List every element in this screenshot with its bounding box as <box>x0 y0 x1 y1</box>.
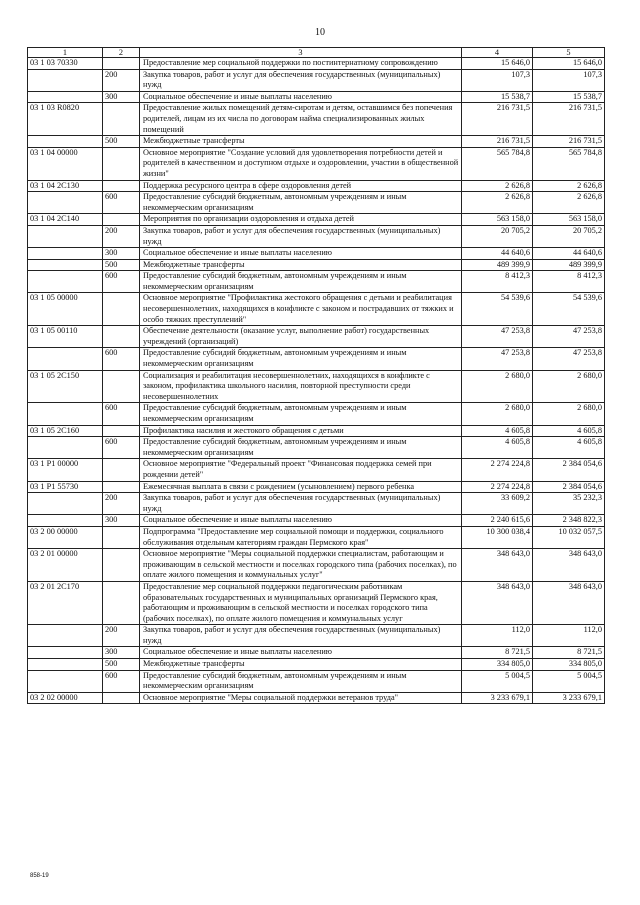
table-row <box>28 259 605 271</box>
expense-type-cell <box>103 549 140 582</box>
table-row <box>28 692 605 704</box>
budget-code-cell: 03 1 03 70330 <box>28 58 103 70</box>
budget-code-cell <box>28 403 103 425</box>
amount-cell-year-1: 15 538,7 <box>462 91 533 103</box>
table-row <box>28 659 605 671</box>
expense-type-cell: 300 <box>103 647 140 659</box>
expense-type-cell <box>103 581 140 624</box>
budget-code-cell: 03 2 02 00000 <box>28 692 103 704</box>
amount-cell-year-1: 2 240 615,6 <box>462 515 533 527</box>
amount-cell-year-1: 4 605,8 <box>462 437 533 459</box>
amount-cell-year-2: 5 004,5 <box>533 670 605 692</box>
expense-type-cell: 300 <box>103 248 140 260</box>
amount-cell-year-1: 10 300 038,4 <box>462 526 533 548</box>
budget-code-cell: 03 1 05 00110 <box>28 326 103 348</box>
description-cell: Предоставление мер социальной поддержки педагогическим работникам образовательных государственных и муниципальных организаций Пермского края, работающим и проживающим в сельской местности и поселках городского типа (рабочих поселках), по оплате жилого помещения и коммунальных услуг <box>140 581 462 624</box>
table-row <box>28 248 605 260</box>
amount-cell-year-2: 2 384 054,6 <box>533 481 605 493</box>
expense-type-cell: 200 <box>103 493 140 515</box>
amount-cell-year-2: 334 805,0 <box>533 659 605 671</box>
budget-code-cell: 03 1 05 2C150 <box>28 370 103 403</box>
table-header-row <box>28 48 605 58</box>
footer-code: 858-19 <box>30 873 49 879</box>
budget-code-cell <box>28 493 103 515</box>
table-row <box>28 58 605 70</box>
description-cell: Поддержка ресурсного центра в сфере оздоровления детей <box>140 180 462 192</box>
amount-cell-year-1: 47 253,8 <box>462 348 533 370</box>
amount-cell-year-2: 565 784,8 <box>533 147 605 180</box>
amount-cell-year-2: 4 605,8 <box>533 425 605 437</box>
column-header: 3 <box>140 48 462 58</box>
description-cell: Основное мероприятие "Меры социальной поддержки ветеранов труда" <box>140 692 462 704</box>
description-cell: Основное мероприятие "Профилактика жестокого обращения с детьми и реабилитация несовершеннолетних, находящихся в конфликте с законом и пострадавших от тяжких и особо тяжких преступлений" <box>140 293 462 326</box>
table-row <box>28 493 605 515</box>
description-cell: Подпрограмма "Предоставление мер социальной помощи и поддержки, социального обслуживания отдельным категориям граждан Пермского края" <box>140 526 462 548</box>
amount-cell-year-1: 216 731,5 <box>462 103 533 136</box>
budget-code-cell: 03 2 01 00000 <box>28 549 103 582</box>
expense-type-cell: 500 <box>103 259 140 271</box>
description-cell: Социальное обеспечение и иные выплаты населению <box>140 647 462 659</box>
budget-code-cell <box>28 136 103 148</box>
amount-cell-year-2: 54 539,6 <box>533 293 605 326</box>
amount-cell-year-2: 2 680,0 <box>533 370 605 403</box>
amount-cell-year-1: 107,3 <box>462 69 533 91</box>
amount-cell-year-1: 216 731,5 <box>462 136 533 148</box>
amount-cell-year-2: 216 731,5 <box>533 136 605 148</box>
table-row <box>28 214 605 226</box>
amount-cell-year-2: 2 680,0 <box>533 403 605 425</box>
amount-cell-year-2: 348 643,0 <box>533 549 605 582</box>
table-row <box>28 225 605 247</box>
amount-cell-year-2: 35 232,3 <box>533 493 605 515</box>
amount-cell-year-1: 2 680,0 <box>462 403 533 425</box>
budget-code-cell: 03 1 03 R0820 <box>28 103 103 136</box>
amount-cell-year-2: 2 626,8 <box>533 180 605 192</box>
table-row <box>28 370 605 403</box>
budget-code-cell <box>28 437 103 459</box>
table-row <box>28 625 605 647</box>
amount-cell-year-2: 20 705,2 <box>533 225 605 247</box>
table-row <box>28 481 605 493</box>
description-cell: Закупка товаров, работ и услуг для обеспечения государственных (муниципальных) нужд <box>140 493 462 515</box>
amount-cell-year-2: 44 640,6 <box>533 248 605 260</box>
description-cell: Межбюджетные трансферты <box>140 136 462 148</box>
expense-type-cell: 500 <box>103 659 140 671</box>
expense-type-cell: 600 <box>103 192 140 214</box>
expense-type-cell <box>103 58 140 70</box>
table-row <box>28 271 605 293</box>
table-row <box>28 581 605 624</box>
expense-type-cell: 600 <box>103 670 140 692</box>
amount-cell-year-2: 2 626,8 <box>533 192 605 214</box>
description-cell: Социальное обеспечение и иные выплаты населению <box>140 91 462 103</box>
budget-code-cell: 03 2 00 00000 <box>28 526 103 548</box>
table-row <box>28 647 605 659</box>
column-header: 4 <box>462 48 533 58</box>
amount-cell-year-1: 8 412,3 <box>462 271 533 293</box>
amount-cell-year-1: 44 640,6 <box>462 248 533 260</box>
expense-type-cell: 300 <box>103 515 140 527</box>
table-row <box>28 136 605 148</box>
budget-code-cell: 03 1 04 2C140 <box>28 214 103 226</box>
budget-code-cell: 03 2 01 2C170 <box>28 581 103 624</box>
budget-code-cell <box>28 259 103 271</box>
amount-cell-year-1: 20 705,2 <box>462 225 533 247</box>
amount-cell-year-1: 15 646,0 <box>462 58 533 70</box>
column-header: 2 <box>103 48 140 58</box>
expense-type-cell <box>103 326 140 348</box>
expense-type-cell <box>103 526 140 548</box>
description-cell: Межбюджетные трансферты <box>140 659 462 671</box>
expense-type-cell <box>103 425 140 437</box>
description-cell: Предоставление субсидий бюджетным, автономным учреждениям и иным некоммерческим организациям <box>140 192 462 214</box>
amount-cell-year-1: 489 399,9 <box>462 259 533 271</box>
amount-cell-year-1: 348 643,0 <box>462 549 533 582</box>
budget-code-cell: 03 1 05 00000 <box>28 293 103 326</box>
description-cell: Основное мероприятие "Меры социальной поддержки специалистам, работающим и проживающим в сельской местности и поселках городского типа (рабочих поселках), по оплате жилого помещения и коммунальных услуг" <box>140 549 462 582</box>
table-row <box>28 526 605 548</box>
amount-cell-year-1: 2 680,0 <box>462 370 533 403</box>
amount-cell-year-2: 15 646,0 <box>533 58 605 70</box>
amount-cell-year-2: 107,3 <box>533 69 605 91</box>
table-row <box>28 91 605 103</box>
description-cell: Закупка товаров, работ и услуг для обеспечения государственных (муниципальных) нужд <box>140 625 462 647</box>
amount-cell-year-2: 10 032 057,5 <box>533 526 605 548</box>
budget-code-cell: 03 1 04 00000 <box>28 147 103 180</box>
description-cell: Профилактика насилия и жестокого обращения с детьми <box>140 425 462 437</box>
expense-type-cell: 600 <box>103 437 140 459</box>
budget-code-cell <box>28 625 103 647</box>
expense-type-cell <box>103 180 140 192</box>
amount-cell-year-2: 4 605,8 <box>533 437 605 459</box>
table-row <box>28 549 605 582</box>
description-cell: Социальное обеспечение и иные выплаты населению <box>140 515 462 527</box>
description-cell: Предоставление мер социальной поддержки по постинтернатному сопровождению <box>140 58 462 70</box>
amount-cell-year-2: 8 412,3 <box>533 271 605 293</box>
budget-code-cell <box>28 69 103 91</box>
amount-cell-year-2: 47 253,8 <box>533 326 605 348</box>
table-row <box>28 515 605 527</box>
column-header: 5 <box>533 48 605 58</box>
table-row <box>28 459 605 481</box>
amount-cell-year-1: 5 004,5 <box>462 670 533 692</box>
description-cell: Социализация и реабилитация несовершеннолетних, находящихся в конфликте с законом, профилактика школьного насилия, повторной преступности среди несовершеннолетних <box>140 370 462 403</box>
budget-code-cell <box>28 348 103 370</box>
amount-cell-year-2: 489 399,9 <box>533 259 605 271</box>
amount-cell-year-2: 216 731,5 <box>533 103 605 136</box>
amount-cell-year-1: 334 805,0 <box>462 659 533 671</box>
amount-cell-year-1: 8 721,5 <box>462 647 533 659</box>
description-cell: Основное мероприятие "Создание условий для удовлетворения потребности детей и родителей в качественном и доступном отдыхе и оздоровлении, участии в общественной жизни" <box>140 147 462 180</box>
budget-code-cell: 03 1 04 2C130 <box>28 180 103 192</box>
table-row <box>28 403 605 425</box>
description-cell: Предоставление субсидий бюджетным, автономным учреждениям и иным некоммерческим организациям <box>140 271 462 293</box>
page-number: 10 <box>315 27 325 38</box>
table-row <box>28 348 605 370</box>
description-cell: Закупка товаров, работ и услуг для обеспечения государственных (муниципальных) нужд <box>140 69 462 91</box>
amount-cell-year-1: 4 605,8 <box>462 425 533 437</box>
expense-type-cell: 600 <box>103 348 140 370</box>
budget-code-cell <box>28 192 103 214</box>
amount-cell-year-1: 2 274 224,8 <box>462 459 533 481</box>
expense-type-cell <box>103 481 140 493</box>
amount-cell-year-1: 3 233 679,1 <box>462 692 533 704</box>
amount-cell-year-1: 2 626,8 <box>462 192 533 214</box>
table-row <box>28 326 605 348</box>
table-row <box>28 180 605 192</box>
budget-code-cell: 03 1 P1 55730 <box>28 481 103 493</box>
table-row <box>28 670 605 692</box>
expense-type-cell: 300 <box>103 91 140 103</box>
amount-cell-year-2: 563 158,0 <box>533 214 605 226</box>
description-cell: Закупка товаров, работ и услуг для обеспечения государственных (муниципальных) нужд <box>140 225 462 247</box>
expense-type-cell <box>103 103 140 136</box>
amount-cell-year-1: 2 274 224,8 <box>462 481 533 493</box>
description-cell: Социальное обеспечение и иные выплаты населению <box>140 248 462 260</box>
expense-type-cell <box>103 370 140 403</box>
table-row <box>28 69 605 91</box>
expense-type-cell: 600 <box>103 271 140 293</box>
description-cell: Предоставление субсидий бюджетным, автономным учреждениям и иным некоммерческим организациям <box>140 403 462 425</box>
amount-cell-year-2: 3 233 679,1 <box>533 692 605 704</box>
description-cell: Мероприятия по организации оздоровления и отдыха детей <box>140 214 462 226</box>
column-header: 1 <box>28 48 103 58</box>
description-cell: Основное мероприятие "Федеральный проект "Финансовая поддержка семей при рождении детей" <box>140 459 462 481</box>
expense-type-cell <box>103 214 140 226</box>
description-cell: Межбюджетные трансферты <box>140 259 462 271</box>
expense-type-cell: 200 <box>103 225 140 247</box>
description-cell: Предоставление субсидий бюджетным, автономным учреждениям и иным некоммерческим организациям <box>140 437 462 459</box>
table-row <box>28 425 605 437</box>
amount-cell-year-2: 15 538,7 <box>533 91 605 103</box>
expense-type-cell: 200 <box>103 625 140 647</box>
table-row <box>28 103 605 136</box>
budget-code-cell: 03 1 P1 00000 <box>28 459 103 481</box>
table-body <box>28 58 605 704</box>
amount-cell-year-1: 47 253,8 <box>462 326 533 348</box>
table-row <box>28 192 605 214</box>
budget-code-cell <box>28 515 103 527</box>
amount-cell-year-1: 2 626,8 <box>462 180 533 192</box>
expense-type-cell <box>103 293 140 326</box>
budget-code-cell <box>28 659 103 671</box>
description-cell: Предоставление субсидий бюджетным, автономным учреждениям и иным некоммерческим организациям <box>140 670 462 692</box>
amount-cell-year-2: 47 253,8 <box>533 348 605 370</box>
expense-type-cell: 200 <box>103 69 140 91</box>
budget-code-cell: 03 1 05 2C160 <box>28 425 103 437</box>
expense-type-cell <box>103 147 140 180</box>
budget-code-cell <box>28 271 103 293</box>
budget-code-cell <box>28 225 103 247</box>
expense-type-cell: 500 <box>103 136 140 148</box>
amount-cell-year-2: 8 721,5 <box>533 647 605 659</box>
budget-code-cell <box>28 670 103 692</box>
description-cell: Ежемесячная выплата в связи с рождением (усыновлением) первого ребенка <box>140 481 462 493</box>
amount-cell-year-1: 563 158,0 <box>462 214 533 226</box>
description-cell: Предоставление субсидий бюджетным, автономным учреждениям и иным некоммерческим организациям <box>140 348 462 370</box>
description-cell: Обеспечение деятельности (оказание услуг, выполнение работ) государственных учреждений (организаций) <box>140 326 462 348</box>
table-row <box>28 437 605 459</box>
amount-cell-year-2: 112,0 <box>533 625 605 647</box>
expense-type-cell <box>103 692 140 704</box>
amount-cell-year-2: 2 348 822,3 <box>533 515 605 527</box>
amount-cell-year-1: 112,0 <box>462 625 533 647</box>
budget-code-cell <box>28 647 103 659</box>
amount-cell-year-2: 348 643,0 <box>533 581 605 624</box>
expense-type-cell: 600 <box>103 403 140 425</box>
amount-cell-year-1: 565 784,8 <box>462 147 533 180</box>
description-cell: Предоставление жилых помещений детям-сиротам и детям, оставшимся без попечения родителей, лицам из их числа по договорам найма специализированных жилых помещений <box>140 103 462 136</box>
budget-code-cell <box>28 248 103 260</box>
amount-cell-year-2: 2 384 054,6 <box>533 459 605 481</box>
amount-cell-year-1: 54 539,6 <box>462 293 533 326</box>
budget-code-cell <box>28 91 103 103</box>
table-row <box>28 293 605 326</box>
expense-type-cell <box>103 459 140 481</box>
amount-cell-year-1: 33 609,2 <box>462 493 533 515</box>
amount-cell-year-1: 348 643,0 <box>462 581 533 624</box>
table-row <box>28 147 605 180</box>
budget-table <box>27 47 605 704</box>
